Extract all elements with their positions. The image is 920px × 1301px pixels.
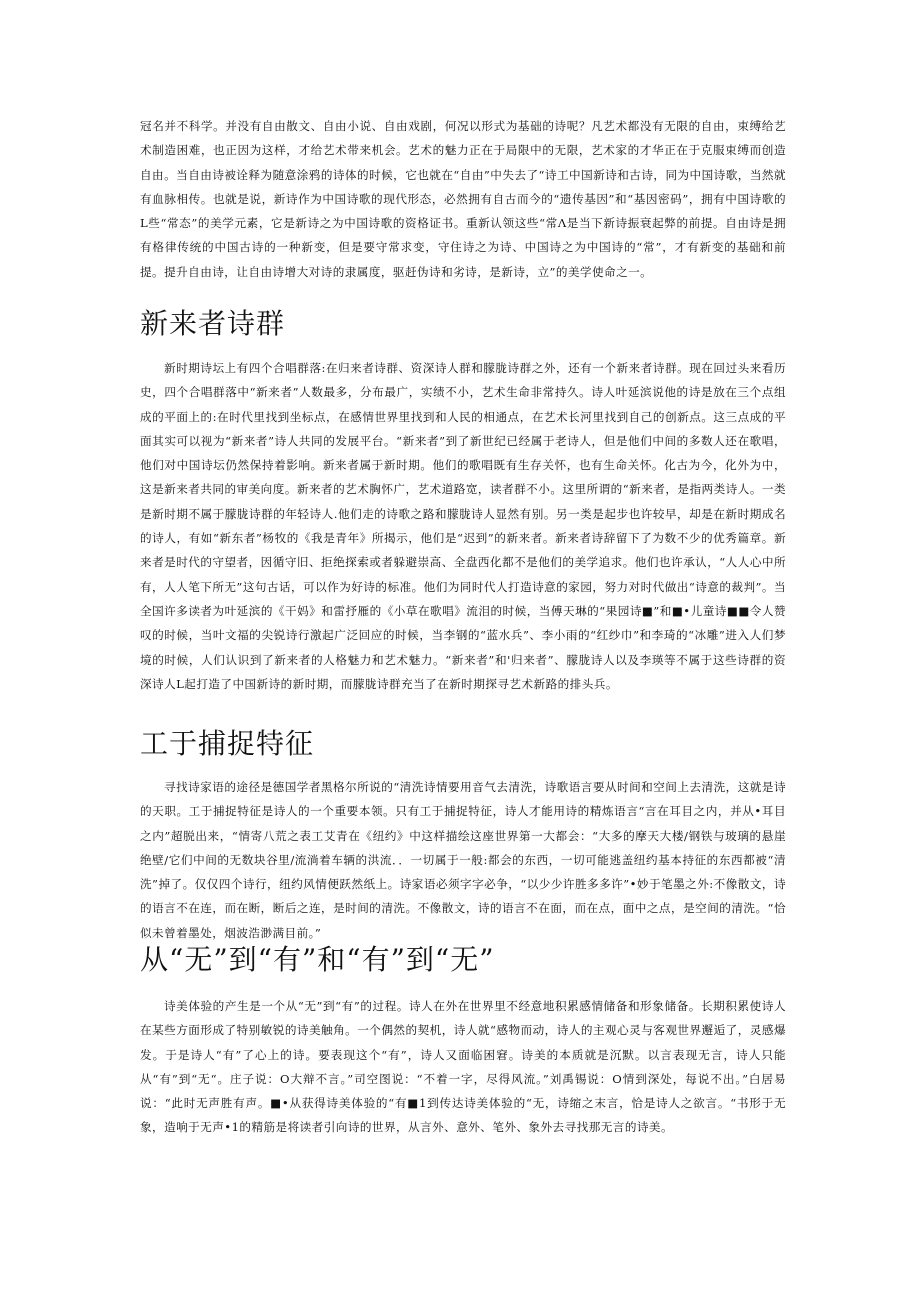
- body-paragraph-xinlaizhe: 新时期诗坛上有四个合唱群落:在归来者诗群、资深诗人群和朦胧诗群之外，还有一个新来者诗群。现在回过头来看历史，四个合唱群落中“新来者”人数最多，分布最广，实绩不小，艺术生命非常持久。诗人叶延滨说他的诗是放在三个点组成的平面上的:在时代里找到坐标点，在感情世界里找到和人民的相通点，在艺术长河里找到自己的创新点。这三点成的平面其实可以视为“新来者”诗人共同的发展平台。“新来者”到了新世纪已经属于老诗人，但是他们中间的多数人还在歌唱，他们对中国诗坛仍然保持着影响。新来者属于新时期。他们的歌唱既有生存关怀，也有生命关怀。化古为今，化外为中，这是新来者共同的审美向度。新来者的艺术胸怀广，艺术道路宽，读者群不小。这里所谓的“新来者，是指两类诗人。一类是新时期不属于朦胧诗群的年轻诗人.他们走的诗歌之路和朦胧诗人显然有别。另一类是起步也许较早，却是在新时期成名的诗人，有如“新东者”杨牧的《我是青年》所揭示，他们是“迟到”的新来者。新来者诗辞留下了为数不少的优秀篇章。新来者是时代的守望者，因循守旧、拒绝探索或者躲避崇高、全盘西化都不是他们的美学追求。他们也许承认，“人人心中所有，人人笔下所无”这句古话，可以作为好诗的标准。他们为同时代人打造诗意的家园，努力对时代做出“诗意的裁判”。当全国许多读者为叶延滨的《干妈》和雷抒雁的《小草在歌唱》流泪的时候，当傅天琳的“果园诗■”和■•儿童诗■■令人赞叹的时候，当叶文福的尖锐诗行激起广泛回应的时候，当李钢的“蓝水兵”、李小雨的“红纱巾”和李琦的“冰雕”进入人们梦境的时候，人们认识到了新来者的人格魅力和艺术魅力。“新来者”和'归来者”、朦胧诗人以及李瑛等不属于这些诗群的资深诗人L起打造了中国新诗的新时期，而朦胧诗群充当了在新时期探寻艺术新路的排头兵。: [140, 361, 786, 691]
- body-paragraph-wu-you: 诗美体验的产生是一个从“无”到“有”的过程。诗人在外在世界里不经意地积累感情储备和形象储备。长期积累使诗人在某些方面形成了特别敏锐的诗美触角。一个偶然的契机，诗人就“感物而动，诗人的主观心灵与客观世界邂逅了，灵感爆发。于是诗人“有”了心上的诗。要表现这个“有”，诗人又面临困窘。诗美的本质就是沉默。以言表现无言，诗人只能从“有”到“无“。庄子说：O大辩不言。”司空图说：“不着一字，尽得风流。”刘禹锡说：O情到深处，每说不出。”白居易说：“此时无声胜有声。■•从获得诗美体验的“有■1到传达诗美体验的“无，诗缩之末言，恰是诗人之欲言。“书形于无象，造响于无声•1的精筋是将读者引向诗的世界，从言外、意外、笔外、象外去寻找那无言的诗美。: [140, 999, 786, 1135]
- section-heading-wu-you: 从“无”到“有”和“有”到“无”: [140, 943, 495, 976]
- body-paragraph-intro: 冠名并不科学。并没有自由散文、自由小说、自由戏剧，何况以形式为基础的诗呢？凡艺术都没有无限的自由，束缚给艺术制造困难，也正因为这样，才给艺术带来机会。艺术的魅力正在于局限中的无限，艺术家的才华正在于克服束缚而创造自由。当自由诗被诠释为随意涂鸦的诗体的时候，它也就在“自由”中失去了“诗工中国新诗和古诗，同为中国诗歌，当然就有血脉相传。也就是说，新诗作为中国诗歌的现代形态，必然拥有自古而今的“遗传基因”和“基因密码”，拥有中国诗歌的L些“常态”的美学元素，它是新诗之为中国诗歌的资格证书。重新认领这些“常Λ是当下新诗振衰起弊的前提。自由诗是拥有格律传统的中国古诗的一种新变，但是要守常求变，守住诗之为诗、中国诗之为中国诗的“常”，才有新变的基础和前提。提升自由诗，让自由诗增大对诗的隶属度，驱赶伪诗和劣诗，是新诗，立”的美学使命之一。: [140, 119, 786, 279]
- section-heading-xinlaizhe: 新来者诗群: [140, 307, 286, 340]
- section-heading-buzhuo-tezheng: 工于捕捉特征: [140, 727, 315, 760]
- body-paragraph-buzhuo-tezheng: 寻找诗家语的途径是德国学者黑格尔所说的“清洗诗情要用音气去清洗，诗歌语言要从时间和空间上去清洗，这就是诗的天职。工于捕捉特征是诗人的一个重要本领。只有工于捕捉特征，诗人才能用诗的精炼语言“言在耳目之内，并从•耳目之内”超脱出来，“情寄八荒之表工艾青在《纽约》中这样描绘这座世界第一大都会：“大多的摩天大楼/钢铁与玻璃的悬崖绝壁/它们中间的无数块谷里/流淌着车辆的洪流．．一切属于一般:都会的东西，一切可能逃盖纽约基本持征的东西都被“清洗”掉了。仅仅四个诗行，纽约风情便跃然纸上。诗家语必须字字必争，“以少少许胜多多许”•妙于笔墨之外:不像散文，诗的语言不在连，而在断，断后之连，是时间的清洗。不像散文，诗的语言不在面，而在点，面中之点，是空间的清洗。“恰似未曾着墨处，烟波浩渺满目前。”: [140, 780, 786, 940]
